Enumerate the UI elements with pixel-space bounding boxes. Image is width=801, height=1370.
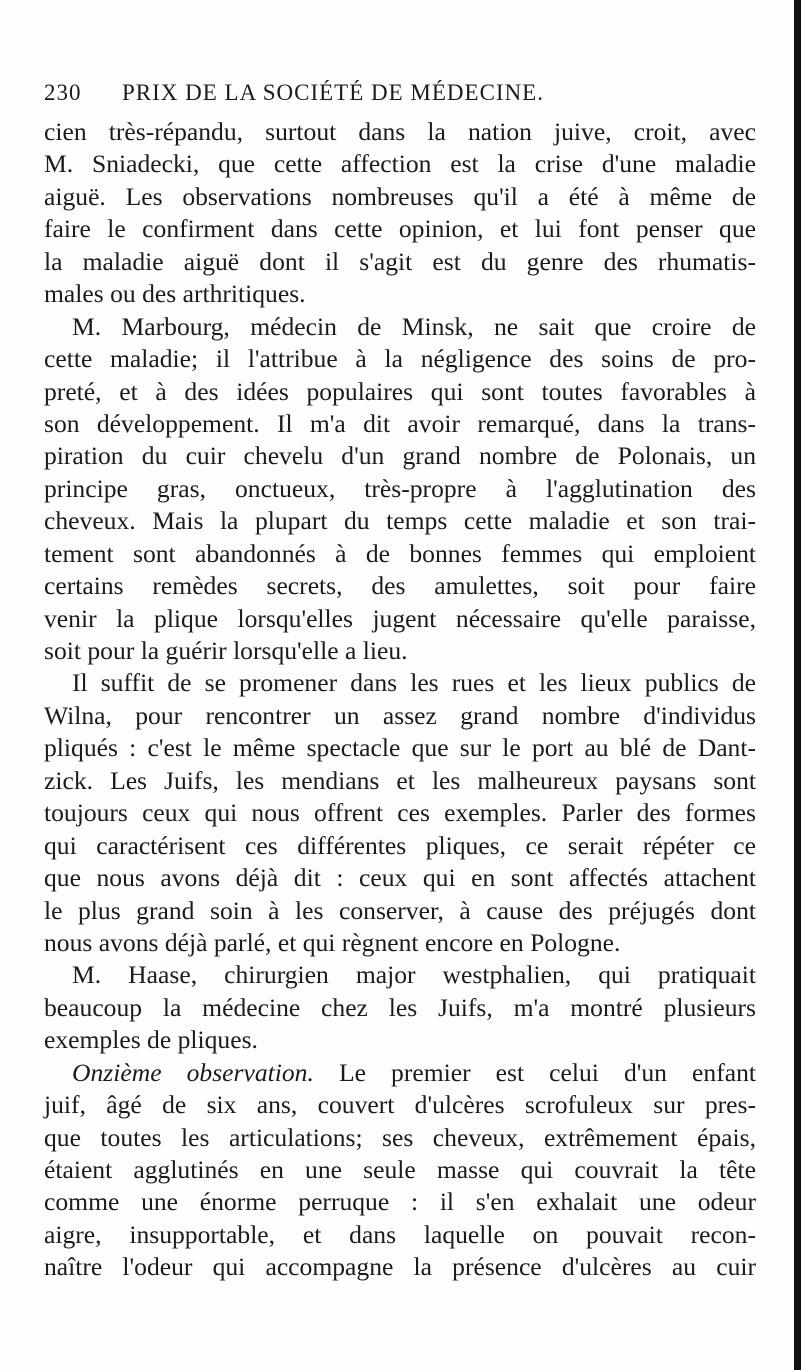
text-line: soit pour la guérir lorsqu'elle a lieu.	[44, 636, 408, 665]
page-header	[44, 80, 734, 106]
text-line: que toutes les articulations; ses cheveux, extrêmement épais,	[44, 1122, 756, 1152]
running-title: PRIX DE LA SOCIÉTÉ DE MÉDECINE.	[122, 80, 544, 105]
text-line: M. Haase, chirurgien major westphalien, qui pratiquait	[72, 960, 756, 990]
text-line: le plus grand soin à les conserver, à cause des préjugés dont	[44, 895, 756, 925]
text-line: que nous avons déjà dit : ceux qui en sont affectés attachent	[44, 863, 756, 893]
text-line: exemples de pliques.	[44, 1025, 258, 1055]
text-line: naître l'odeur qui accompagne la présence d'ulcères au cuir	[44, 1252, 756, 1282]
text-line: beaucoup la médecine chez les Juifs, m'a montré plusieurs	[44, 992, 756, 1022]
text-line: son développement. Il m'a dit avoir remarqué, dans la trans-	[44, 408, 756, 438]
text-line: zick. Les Juifs, les mendians et les malheureux paysans sont	[44, 765, 756, 795]
text-line: aiguë. Les observations nombreuses qu'il a été à même de	[44, 181, 756, 211]
text-line: la maladie aiguë dont il s'agit est du genre des rhumatis-	[44, 246, 756, 276]
text-line: cheveux. Mais la plupart du temps cette maladie et son trai-	[44, 506, 756, 536]
text-line: tement sont abandonnés à de bonnes femmes qui emploient	[44, 538, 756, 568]
text-line: piration du cuir chevelu d'un grand nombre de Polonais, un	[44, 441, 756, 471]
text-line: Wilna, pour rencontrer un assez grand nombre d'individus	[44, 700, 756, 730]
text-line: aigre, insupportable, et dans laquelle on pouvait recon-	[44, 1219, 756, 1249]
text-line: comme une énorme perruque : il s'en exhalait une odeur	[44, 1187, 756, 1217]
text-line: pliqués : c'est le même spectacle que sur le port au blé de Dant-	[44, 733, 756, 763]
text-line: toujours ceux qui nous offrent ces exemples. Parler des formes	[44, 798, 756, 828]
text-line: qui caractérisent ces différentes pliques, ce serait répéter ce	[44, 830, 756, 860]
text-line: M. Sniadecki, que cette affection est la crise d'une maladie	[44, 149, 756, 179]
text-line: cien très-répandu, surtout dans la nation juive, croit, avec	[44, 117, 756, 146]
text-line: males ou des arthritiques.	[44, 279, 306, 309]
observation-line	[44, 1057, 756, 1089]
text-line: étaient agglutinés en une seule masse qui couvrait la tête	[44, 1155, 756, 1184]
text-line: venir la plique lorsqu'elles jugent nécessaire qu'elle paraisse,	[44, 603, 756, 633]
text-line: faire le confirment dans cette opinion, et lui font penser que	[44, 214, 756, 244]
page-number: 230	[44, 80, 82, 105]
text-line: cette maladie; il l'attribue à la négligence des soins de pro-	[44, 344, 756, 374]
body-text	[44, 116, 756, 1284]
text-line: Il suffit de se promener dans les rues et les lieux publics de	[72, 668, 756, 698]
text-line: preté, et à des idées populaires qui sont toutes favorables à	[44, 376, 756, 406]
text-line: juif, âgé de six ans, couvert d'ulcères scrofuleux sur pres-	[44, 1090, 756, 1120]
observation-heading: Onzième observation.	[72, 1057, 314, 1087]
text-line: M. Marbourg, médecin de Minsk, ne sait que croire de	[72, 311, 756, 341]
text-line: certains remèdes secrets, des amulettes, soit pour faire	[44, 571, 756, 601]
text-line: nous avons déjà parlé, et qui règnent encore en Pologne.	[44, 927, 621, 957]
text-line: principe gras, onctueux, très-propre à l'agglutination des	[44, 473, 756, 503]
text-line-fragment: Le premier est celui d'un enfant	[338, 1057, 756, 1087]
page-edge	[794, 0, 801, 1370]
